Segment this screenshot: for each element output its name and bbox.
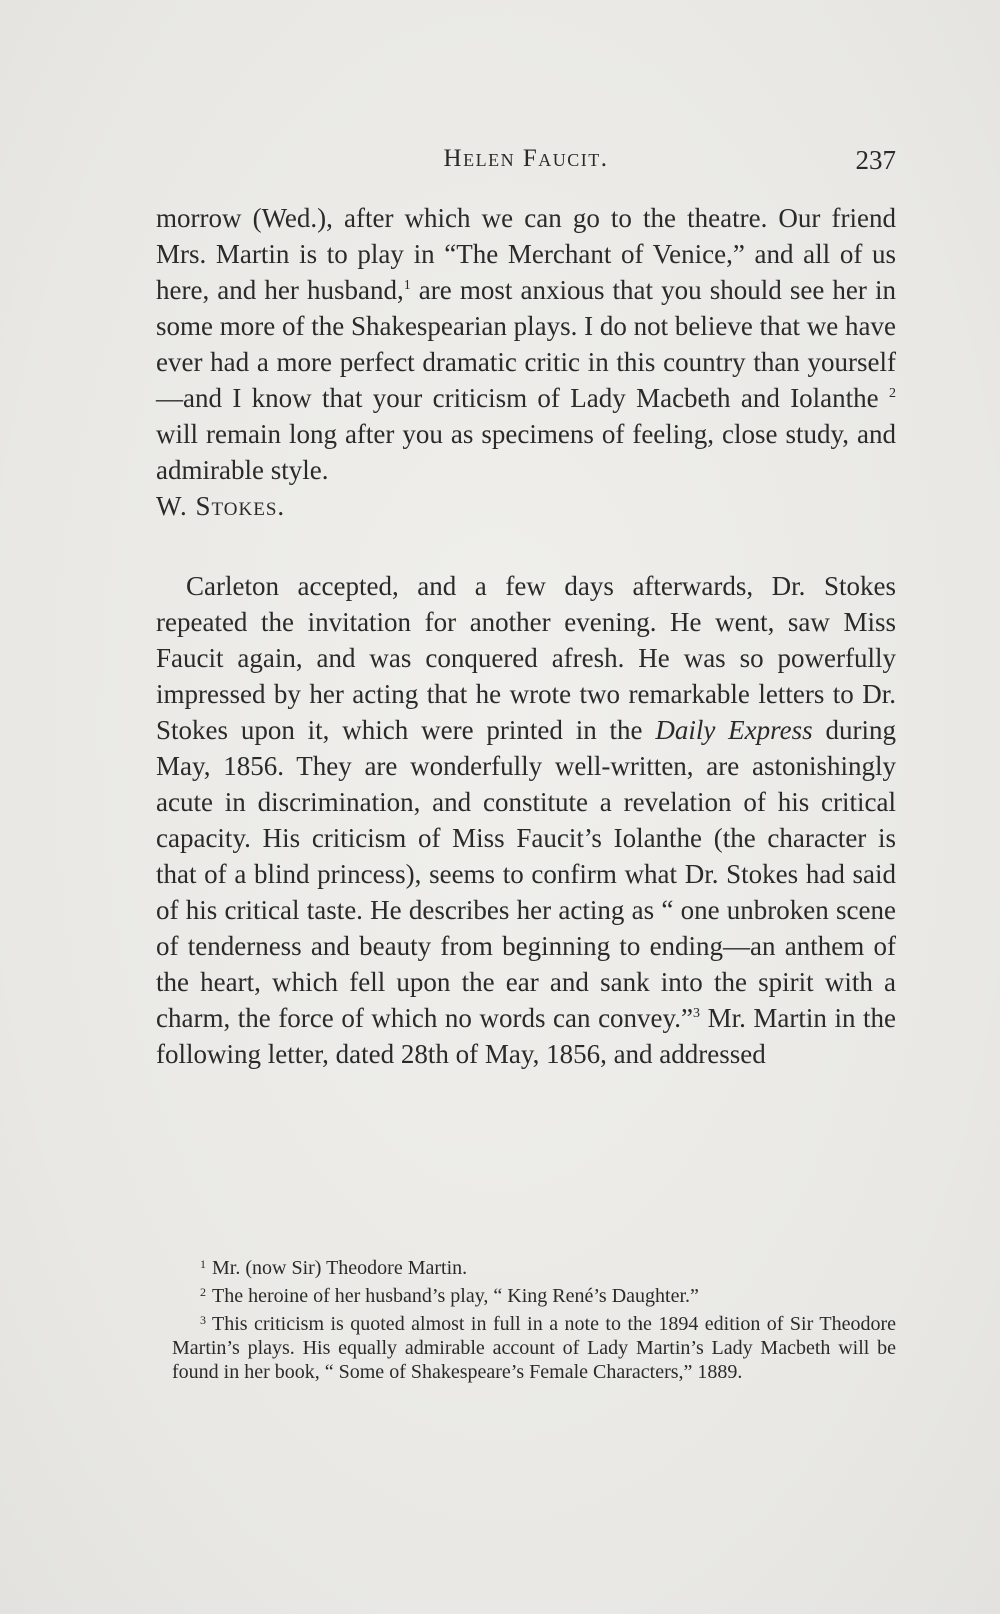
footnote-text-3: This criticism is quoted almost in full in a note to the 1894 edition of Sir Theodore Martin’s plays. His equally admirable account of Lady Martin’s Lady Macbeth will be found in her book, “ Some of Shakespeare’s Female Characters,” 1889. [172, 1313, 896, 1383]
footnote-mark-3: 3 [200, 1313, 206, 1327]
running-head: Helen Faucit. [443, 145, 609, 172]
paragraph-part-1: Carleton accepted, and a few days afterwards, Dr. Stokes repeated the invitation for another evening. He went, saw Miss Faucit again, and was conquered afresh. He was so powerfully impressed by her acting that he wrote two remarkable letters to Dr. Stokes upon it, which were printed in the [156, 571, 896, 745]
footnotes [172, 1252, 896, 1384]
footnote-ref-1: 1 [403, 278, 411, 293]
paragraph-part-3: Mr. Martin in the following letter, dated 28th of May, 1856, and addressed [156, 1003, 896, 1069]
paragraph-part-2: during May, 1856. They are wonderfully well-written, are astonishingly acute in discrimination, and constitute a revelation of his critical capacity. His criticism of Miss Faucit’s Iolanthe (the character is that of a blind princess), seems to confirm what Dr. Stokes had said of his critical taste. He describes her acting as “ one unbroken scene of tenderness and beauty from beginning to ending—an anthem of the heart, which fell upon the ear and sank into the spirit with a charm, the force of which no words can convey.” [156, 715, 897, 1033]
letter-text-part-1: morrow (Wed.), after which we can go to the theatre. Our friend Mrs. Martin is to play in “The Merchant of Venice,” and all of us here, and her husband, [156, 203, 896, 305]
footnote-text-2: The heroine of her husband’s play, “ King René’s Daughter.” [212, 1285, 699, 1307]
footnote-ref-3: 3 [693, 1006, 701, 1021]
newspaper-title: Daily Express [655, 715, 813, 745]
body-text [156, 200, 896, 1072]
page-header [156, 145, 896, 185]
letter-text-part-3: will remain long after you as specimens of feeling, close study, and admirable style. [156, 419, 896, 485]
page-number: 237 [855, 145, 896, 175]
letter-text [156, 200, 896, 488]
footnote-text-1: Mr. (now Sir) Theodore Martin. [212, 1257, 468, 1279]
letter-text-part-2: are most anxious that you should see her in some more of the Shakespearian plays. I do not believe that we have ever had a more perfect dramatic critic in this country than yourself—and I know that your criticism of Lady Macbeth and Iolanthe [156, 275, 897, 413]
footnote-2 [172, 1280, 896, 1308]
footnote-mark-2: 2 [200, 1285, 206, 1299]
letter-signature: W. Stokes. [156, 491, 286, 521]
footnote-3 [172, 1308, 896, 1384]
footnote-ref-2: 2 [889, 386, 896, 401]
narrative-paragraph [156, 568, 896, 1072]
footnote-mark-1: 1 [200, 1257, 206, 1271]
footnote-1 [172, 1252, 896, 1280]
